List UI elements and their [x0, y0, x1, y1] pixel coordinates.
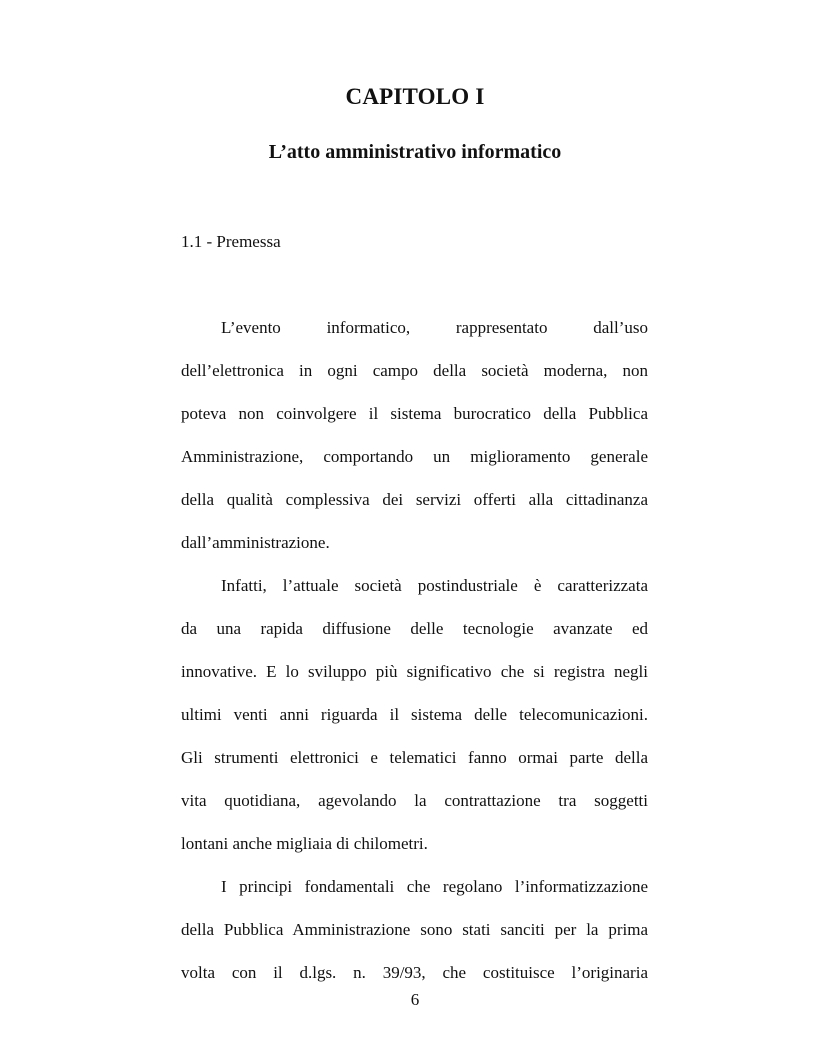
text-line: lontani anche migliaia di chilometri. — [181, 834, 428, 853]
text-line: innovative. E lo sviluppo più significativo che si registra negli — [181, 662, 648, 681]
page-number: 6 — [410, 990, 420, 1009]
chapter-title: CAPITOLO I — [345, 84, 485, 109]
text-line: poteva non coinvolgere il sistema burocratico della Pubblica — [181, 404, 648, 423]
text-line: L’evento informatico, rappresentato dall’uso — [221, 318, 648, 337]
text-line: ultimi venti anni riguarda il sistema delle telecomunicazioni. — [181, 705, 648, 724]
text-line: della qualità complessiva dei servizi offerti alla cittadinanza — [181, 490, 648, 509]
text-line: dell’elettronica in ogni campo della società moderna, non — [181, 361, 648, 380]
chapter-subtitle: L’atto amministrativo informatico — [268, 141, 562, 163]
text-line: Infatti, l’attuale società postindustriale è caratterizzata — [221, 576, 648, 595]
text-line: Gli strumenti elettronici e telematici fanno ormai parte della — [181, 748, 648, 767]
text-line: da una rapida diffusione delle tecnologie avanzate ed — [181, 619, 648, 638]
text-line: volta con il d.lgs. n. 39/93, che costituisce l’originaria — [181, 963, 648, 982]
body-text — [181, 306, 648, 994]
text-line: vita quotidiana, agevolando la contrattazione tra soggetti — [181, 791, 648, 810]
text-line: della Pubblica Amministrazione sono stati sanciti per la prima — [181, 920, 648, 939]
text-line: Amministrazione, comportando un miglioramento generale — [181, 447, 648, 466]
section-heading: 1.1 - Premessa — [181, 232, 281, 251]
text-line: I principi fondamentali che regolano l’informatizzazione — [221, 877, 648, 896]
text-line: dall’amministrazione. — [181, 533, 330, 552]
